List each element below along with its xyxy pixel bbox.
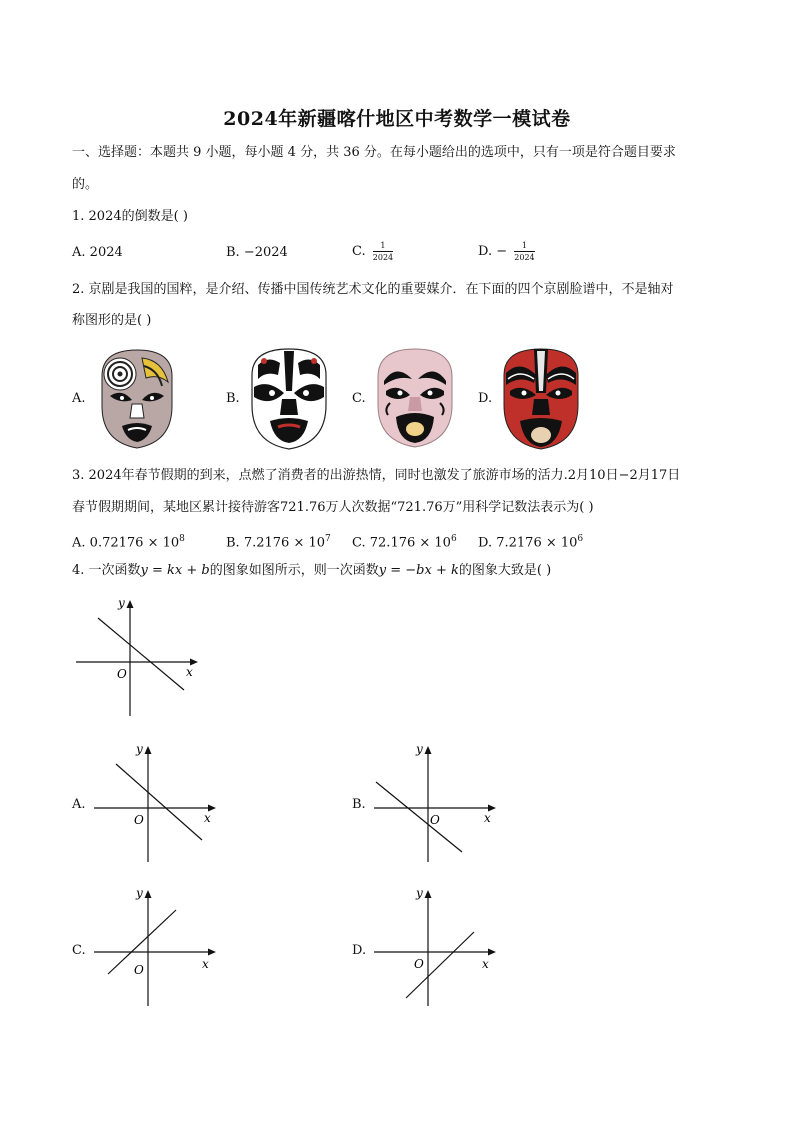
q3-option-c[interactable]: [352, 529, 457, 553]
q4-option-c-label[interactable]: C.: [72, 943, 86, 958]
q3-option-c-label: C.: [352, 535, 366, 551]
q1-option-a-value: 2024: [89, 245, 123, 260]
q1-option-d-sign: −: [496, 244, 508, 259]
q4-option-a-graph[interactable]: [90, 740, 220, 866]
q4-b-y-arrow: [425, 746, 432, 754]
q3-option-c-value: 72.176 × 10: [369, 535, 451, 551]
question-2-line2: 称图形的是( ): [72, 313, 152, 328]
q3-option-a[interactable]: [72, 529, 185, 553]
q1-option-d[interactable]: [478, 241, 535, 262]
q4-c-x-arrow: [208, 949, 216, 956]
q4-option-c-graph[interactable]: [90, 884, 220, 1010]
q4-a-y-label: y: [136, 742, 143, 756]
q1-option-a-label: A.: [72, 245, 86, 260]
q3-option-c-exponent: 6: [450, 534, 457, 544]
question-4-eq2: y = −bx + k: [378, 563, 459, 578]
question-4-prefix: 4. 一次函数: [72, 563, 141, 578]
question-1-stem: 1. 2024的倒数是( ): [72, 209, 188, 224]
q2-option-d-label[interactable]: D.: [478, 391, 493, 406]
q2-option-c-mask[interactable]: [370, 345, 460, 449]
question-4-middle: 的图象如图所示，则一次函数: [209, 563, 379, 578]
q4-given-graph: [72, 594, 202, 720]
q4-d-y-arrow: [425, 890, 432, 898]
q3-option-d-value: 7.2176 × 10: [496, 535, 578, 551]
question-4-eq1: y = kx + b: [140, 563, 210, 578]
q4-given-origin-label: O: [117, 667, 127, 681]
q4-option-a-label[interactable]: A.: [72, 797, 86, 812]
q2-option-b-label[interactable]: B.: [226, 391, 240, 406]
q1-option-d-denominator: 2024: [514, 253, 535, 262]
q4-a-x-label: x: [204, 811, 211, 825]
q3-option-b-label: B.: [226, 535, 240, 551]
q4-c-y-arrow: [145, 890, 152, 898]
question-2-line1: 2. 京剧是我国的国粹，是介绍、传播中国传统艺术文化的重要媒介．在下面的四个京剧脸谱中，不是轴对: [72, 282, 674, 297]
q3-option-a-value: 0.72176 × 10: [89, 535, 180, 551]
q4-given-y-arrow: [127, 600, 134, 608]
q4-b-line: [376, 782, 462, 852]
q1-option-c-denominator: 2024: [372, 253, 394, 262]
q2-option-b-mask[interactable]: [244, 345, 334, 449]
q3-option-a-exponent: 8: [179, 534, 185, 544]
q4-option-b-label[interactable]: B.: [352, 797, 366, 812]
q1-option-b[interactable]: [226, 243, 288, 263]
q2-option-a-mask[interactable]: [92, 346, 182, 450]
q3-option-d-exponent: 6: [577, 534, 584, 544]
q1-option-c-fraction: [373, 241, 393, 262]
q4-given-x-label: x: [186, 665, 193, 679]
q4-b-origin-label: O: [430, 813, 440, 827]
q1-option-b-value: −2024: [243, 245, 288, 260]
q1-option-c[interactable]: [352, 241, 393, 262]
q4-d-x-label: x: [482, 957, 489, 971]
q4-b-y-label: y: [416, 742, 423, 756]
question-3-line1: 3. 2024年春节假期的到来，点燃了消费者的出游热情，同时也激发了旅游市场的活力.2月10日−2月17日: [72, 468, 681, 483]
q4-given-line: [98, 618, 184, 690]
q3-option-b-exponent: 7: [325, 534, 331, 544]
q2-option-d-mask[interactable]: [496, 345, 586, 449]
q2-option-c-label[interactable]: C.: [352, 391, 366, 406]
q4-c-x-label: x: [202, 957, 209, 971]
q1-option-c-label: C.: [352, 244, 366, 259]
q4-d-y-label: y: [416, 886, 423, 900]
q1-option-a[interactable]: [72, 243, 123, 263]
q1-option-c-numerator: 1: [380, 241, 386, 250]
q4-option-d-label[interactable]: D.: [352, 943, 367, 958]
q3-option-a-label: A.: [72, 535, 86, 551]
question-4-stem: [72, 561, 551, 581]
q4-c-origin-label: O: [134, 963, 144, 977]
q4-a-line: [116, 764, 202, 840]
q4-given-y-label: y: [118, 596, 125, 610]
q3-option-b[interactable]: [226, 529, 331, 553]
section-1-heading-line2: 的。: [72, 177, 99, 192]
q4-a-origin-label: O: [134, 813, 144, 827]
q1-option-b-label: B.: [226, 245, 240, 260]
q3-option-d-label: D.: [478, 535, 493, 551]
q1-option-d-numerator: 1: [521, 241, 527, 250]
q4-option-b-graph[interactable]: [370, 740, 500, 866]
q1-option-d-fraction: [514, 241, 534, 262]
exam-title: 2024年新疆喀什地区中考数学一模试卷: [223, 108, 571, 130]
q4-a-y-arrow: [145, 746, 152, 754]
q2-option-a-label[interactable]: A.: [72, 391, 86, 406]
q4-d-origin-label: O: [414, 957, 424, 971]
q4-d-x-arrow: [488, 949, 496, 956]
q1-option-d-label: D.: [478, 244, 493, 259]
q3-option-b-value: 7.2176 × 10: [243, 535, 326, 551]
section-1-heading-line1: 一、选择题：本题共 9 小题，每小题 4 分，共 36 分。在每小题给出的选项中，只有一项是符合题目要求: [72, 145, 676, 160]
question-4-suffix: 的图象大致是( ): [458, 563, 552, 578]
question-3-line2: 春节假期期间，某地区累计接待游客721.76万人次数据“721.76万”用科学记数法表示为( ): [72, 500, 594, 515]
q4-b-x-label: x: [484, 811, 491, 825]
q4-option-d-graph[interactable]: [370, 884, 500, 1010]
q3-option-d[interactable]: [478, 529, 583, 553]
q4-c-y-label: y: [136, 886, 143, 900]
